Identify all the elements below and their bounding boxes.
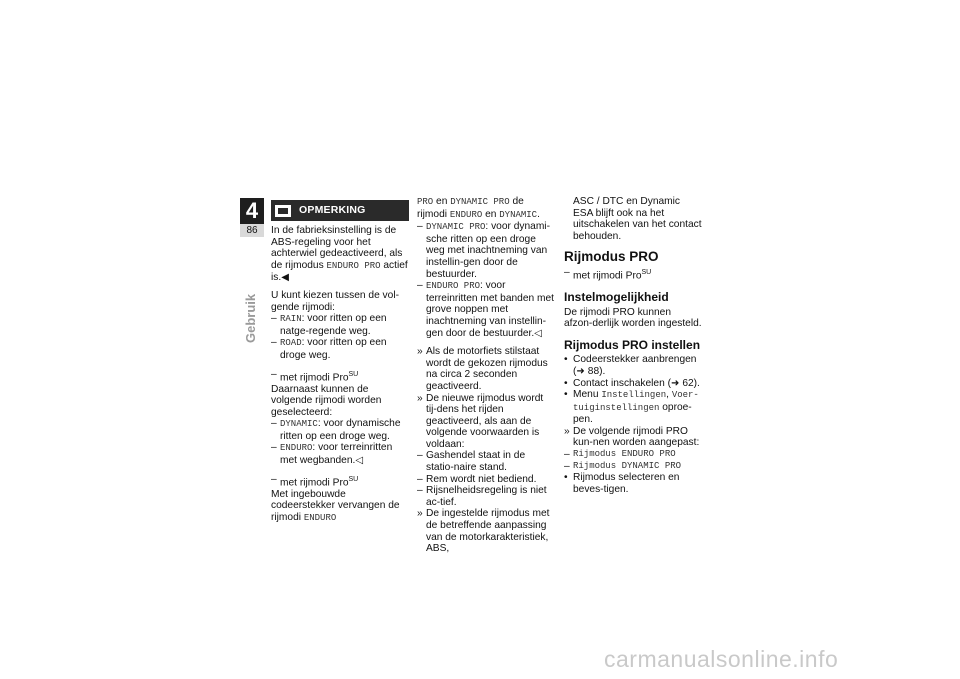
chapter-number: 4 (245, 198, 259, 223)
mono-text: DYNAMIC (499, 209, 538, 220)
subsection-title: Instelmogelijkheid (564, 289, 669, 304)
option-sup: SU (641, 268, 652, 276)
intro-text: U kunt kiezen tussen de vol-gende rijmodi: (271, 289, 399, 313)
mode-text: : voor dynami-sche ritten op een droge weg met inachtneming van instellin-gen door de bestuurder. (426, 221, 550, 280)
text-fragment: de rijmodi (417, 196, 524, 220)
option-sup: SU (348, 370, 359, 378)
option-label: met rijmodi Pro (573, 270, 642, 282)
list-item: – Rijmodus DYNAMIC PRO (564, 460, 682, 472)
mode-code: DYNAMIC (280, 419, 318, 430)
mode-text: : voor dynamische ritten op een droge weg. (280, 418, 401, 442)
page-ref-link[interactable]: ➜ 62). (670, 377, 700, 389)
step-item: • Codeerstekker aanbrengen (➜ 88). (564, 354, 697, 377)
page-number: 86 (240, 224, 264, 237)
step-item: • Contact inschakelen (➜ 62). (564, 377, 700, 389)
option-line: – met rijmodi Pro$^{SU}$ (564, 266, 652, 282)
step-item: » De nieuwe rijmodus wordt tij-dens het rijden geactiveerd, als aan de volgende voorwaarden is voldaan: (417, 392, 544, 450)
step-item: – Rem wordt niet bediend. (417, 473, 537, 485)
step-item: • Menu Instellingen, Voer-tuiginstellingen oproe-pen. (564, 389, 699, 426)
option-label: met rijmodi Pro (280, 477, 349, 489)
option-line: – met rijmodi Pro$^{SU}$ (271, 368, 359, 383)
note-text-a: In de fabrieksinstelling is de ABS-regeling voor het achterwiel gedeactiveerd, als de rijmodus (271, 225, 403, 271)
watermark: carmanualsonline.info (604, 646, 839, 672)
step-item: » Als de motorfiets stilstaat wordt de gekozen rijmodus na circa 2 seconden geactiveerd. (417, 346, 548, 392)
column-2 (417, 196, 555, 555)
step-item: – Gashendel staat in de statio-naire stand. (417, 450, 526, 474)
page-ref-link[interactable]: ➜ 88). (576, 365, 606, 377)
mode-code: ROAD (280, 338, 302, 349)
step-item: » De volgende rijmodi PRO kun-nen worden aangepast: (564, 425, 700, 449)
mono-text: ENDURO (449, 209, 483, 220)
mode-text: : voor terreinritten met wegbanden.◁ (280, 442, 393, 467)
text-fragment: en (433, 196, 451, 207)
note-label: OPMERKING (299, 203, 366, 216)
option-text: Daarnaast kunnen de volgende rijmodi worden geselecteerd: (271, 383, 382, 418)
column-3 (564, 196, 702, 495)
note-header (271, 200, 409, 221)
list-item: – RAIN: voor ritten op een natge-regende weg. (271, 313, 387, 337)
mode-text: : voor terreinritten met banden met grove noppen met inachtneming van instellin-gen door de bestuurder.◁ (426, 280, 554, 339)
list-item: – DYNAMIC: voor dynamische ritten op een droge weg. (271, 418, 401, 442)
list-item: – ENDURO PRO: voor terreinritten met banden met grove noppen met inachtneming van instellin-gen door de bestuurder.◁ (417, 280, 554, 339)
note-icon (275, 205, 291, 217)
column-1 (271, 200, 409, 524)
option-line: – met rijmodi Pro$^{SU}$ (271, 473, 359, 489)
list-item: – DYNAMIC PRO: voor dynami-sche ritten op een droge weg met inachtneming van instellin-gen door de bestuurder. (417, 221, 550, 280)
option-text (271, 489, 409, 525)
note-text-b: actief is.◀ (271, 259, 408, 284)
subsection-title: Rijmodus PRO instellen (564, 337, 701, 352)
option-sup: SU (348, 475, 359, 483)
note-mono: ENDURO PRO (326, 260, 381, 271)
mode-code: ENDURO (280, 443, 313, 454)
chapter-title: Gebruik (243, 293, 258, 343)
text-fragment: . (537, 208, 540, 220)
mode-code: RAIN (280, 314, 302, 325)
continued-text (417, 196, 555, 221)
continued-text: ASC / DTC en Dynamic ESA blijft ook na het uitschakelen van het contact behouden. (573, 196, 702, 242)
mode-text: : voor ritten op een droge weg. (280, 337, 387, 361)
subsection-text: De rijmodi PRO kunnen afzon-derlijk worden ingesteld. (564, 306, 702, 330)
step-item: • Rijmodus selecteren en beves-tigen. (564, 472, 680, 495)
section-title: Rijmodus PRO (564, 249, 659, 265)
mode-code: DYNAMIC PRO (426, 222, 486, 233)
mono-text: PRO (417, 197, 434, 207)
list-item: – ROAD: voor ritten op een droge weg. (271, 337, 387, 361)
note-text (271, 225, 409, 284)
mode-code: ENDURO PRO (426, 281, 481, 292)
list-item: – ENDURO: voor terreinritten met wegbanden.◁ (271, 442, 393, 467)
option-label: met rijmodi Pro (280, 371, 349, 383)
option-text-a: Met ingebouwde codeerstekker vervangen de rijmodi (271, 488, 400, 523)
step-item: – Rijsnelheidsregeling is niet ac-tief. (417, 485, 547, 508)
text-fragment: en (482, 208, 500, 220)
option-mono: ENDURO (303, 512, 337, 523)
list-item: – Rijmodus ENDURO PRO (564, 449, 676, 461)
mode-text: : voor ritten op een natge-regende weg. (280, 313, 387, 337)
mono-text: DYNAMIC PRO (450, 197, 510, 207)
step-item: » De ingestelde rijmodus met de betreffende aanpassing van de motorkarakteristiek, ABS, (417, 508, 550, 555)
